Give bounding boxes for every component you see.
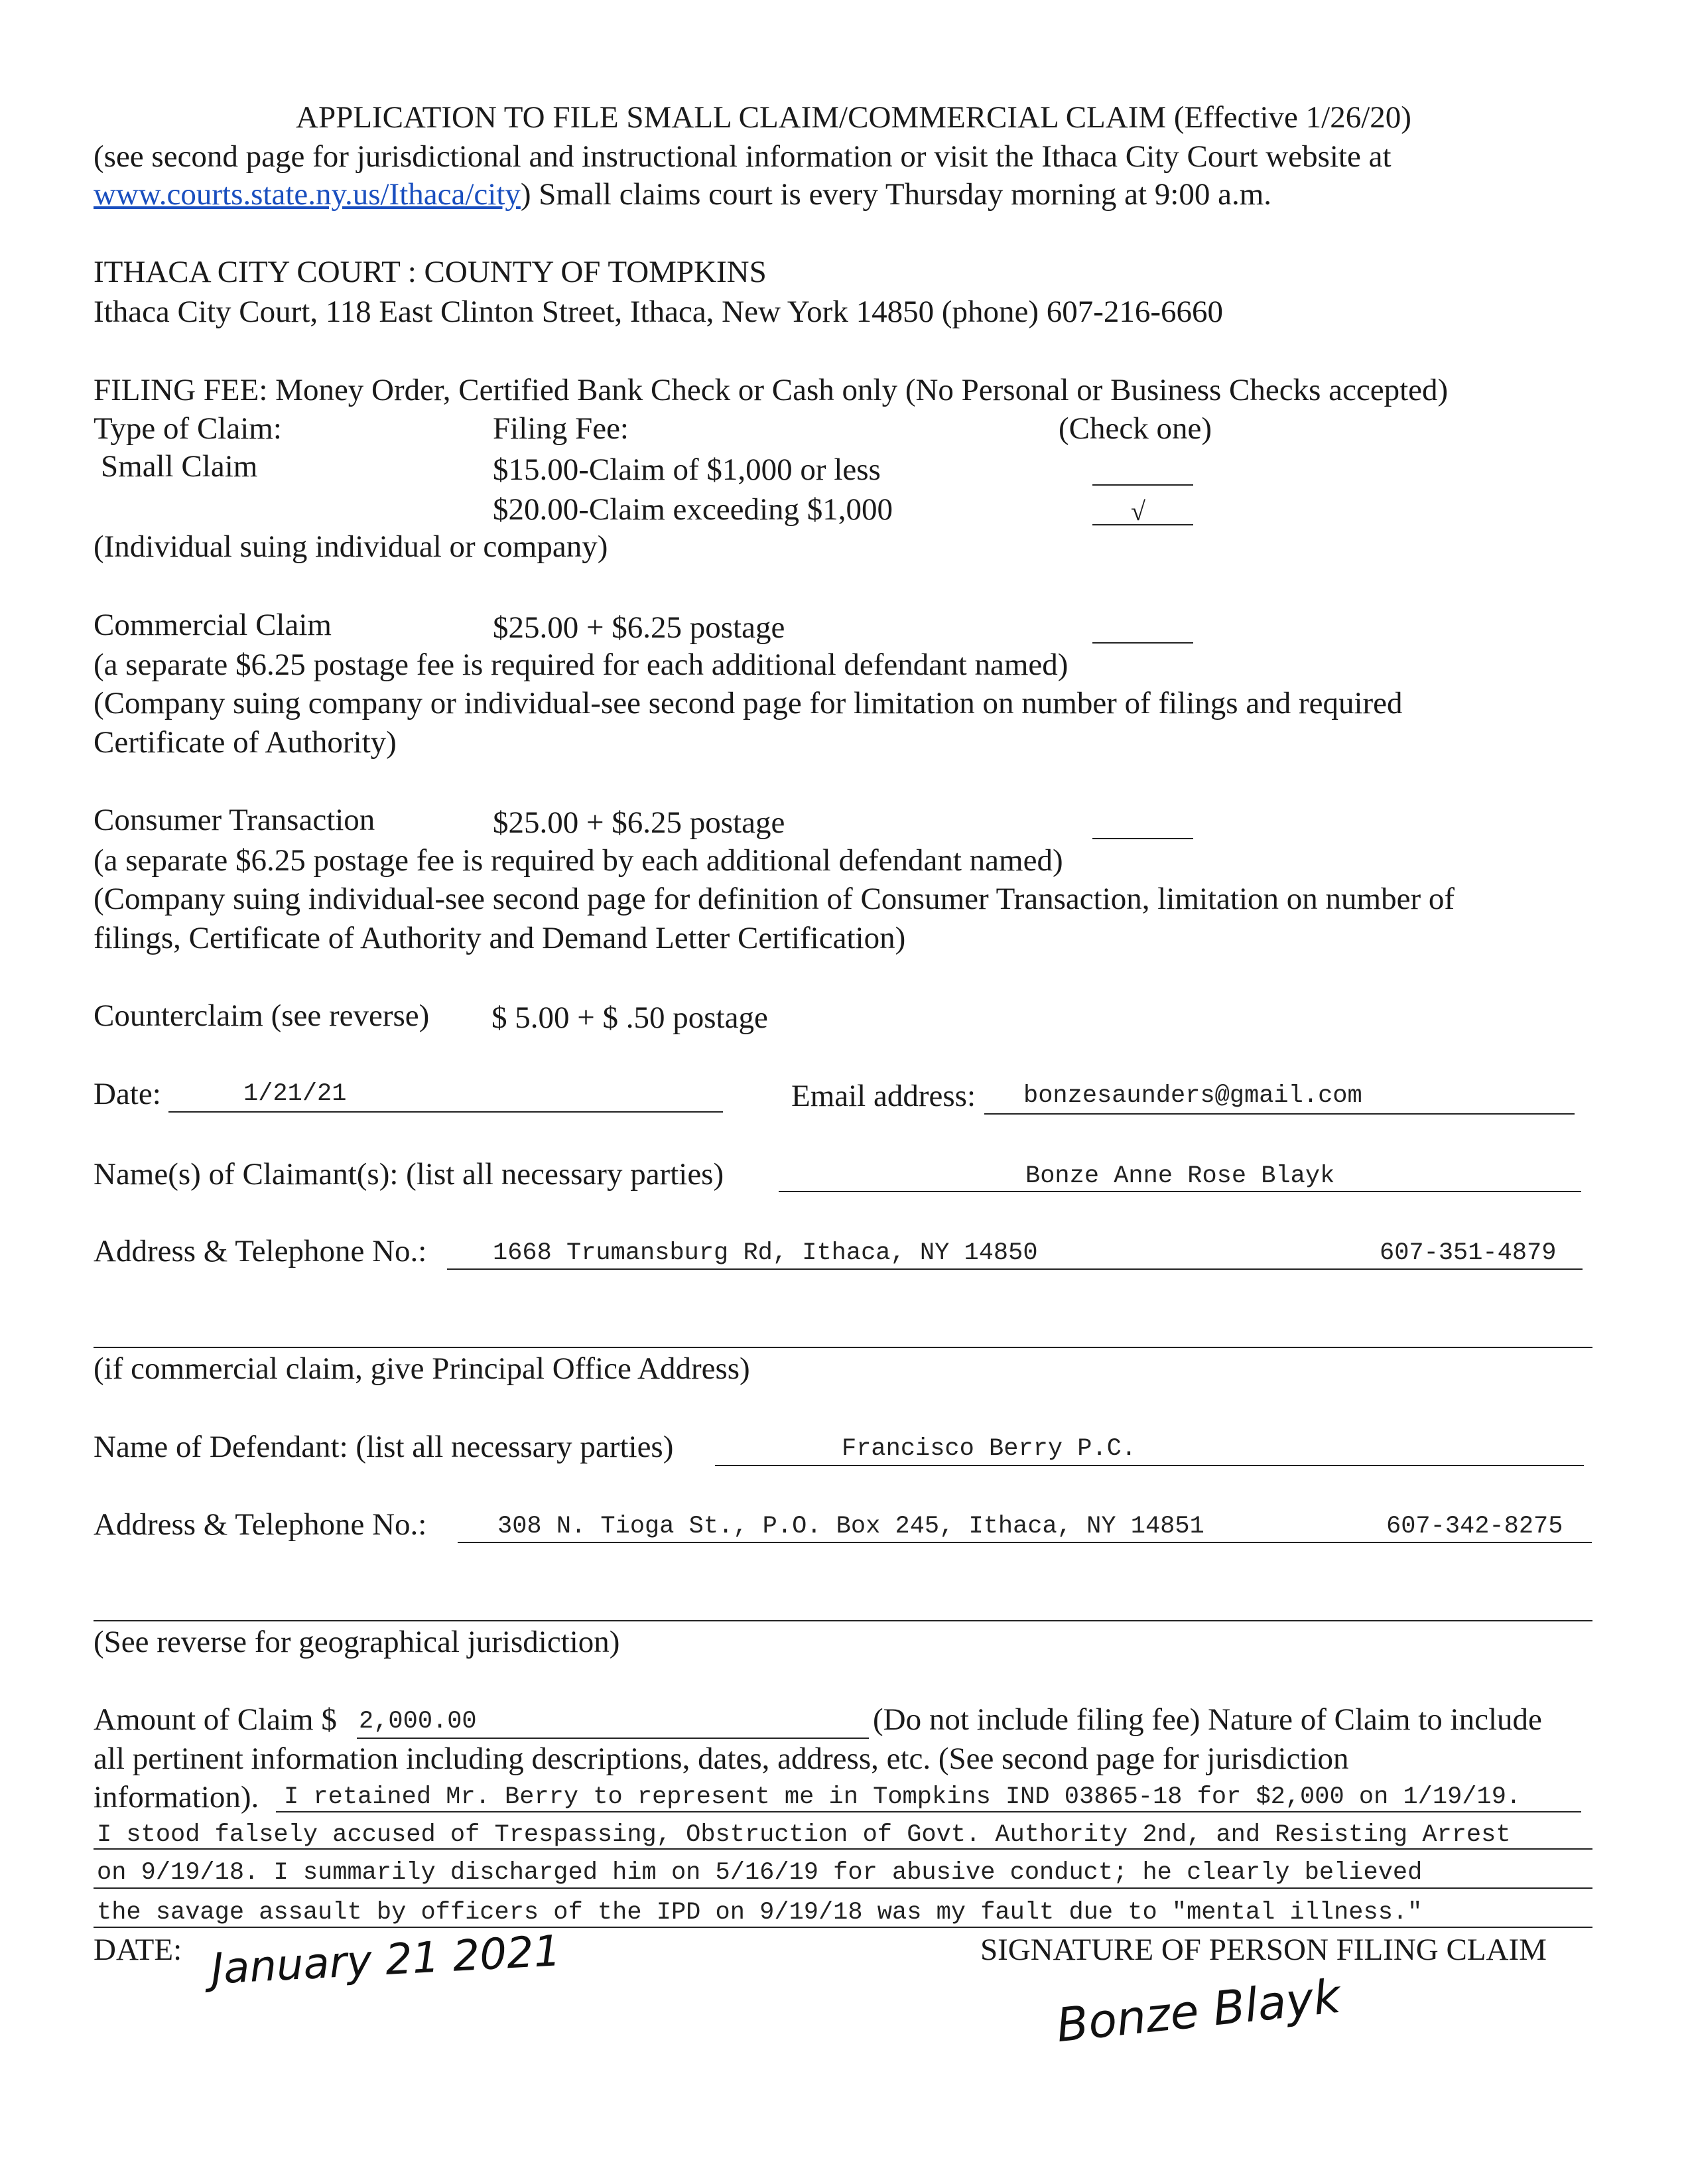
claimant-label: Name(s) of Claimant(s): (list all necessary parties) — [94, 1157, 724, 1192]
defendant-label: Name of Defendant: (list all necessary parties) — [94, 1430, 674, 1464]
counterclaim-label: Counterclaim (see reverse) — [94, 998, 430, 1033]
form-title: APPLICATION TO FILE SMALL CLAIM/COMMERCIAL CLAIM (Effective 1/26/20) — [296, 100, 1411, 135]
small-fee-1-checkbox[interactable] — [1092, 484, 1193, 486]
defendant-field[interactable]: Francisco Berry P.C. — [842, 1435, 1137, 1463]
nature-label: information). — [94, 1780, 259, 1814]
instructions-line: (see second page for jurisdictional and instructional information or visit the Ithaca City Court website at — [94, 139, 1392, 174]
consumer-checkbox[interactable] — [1092, 838, 1193, 839]
signature-label: SIGNATURE OF PERSON FILING CLAIM — [980, 1933, 1547, 1967]
amount-field-line — [357, 1738, 869, 1739]
defendant-field-line — [715, 1465, 1584, 1466]
nature-line-3 — [94, 1887, 1592, 1889]
counterclaim-fee: $ 5.00 + $ .50 postage — [491, 1000, 768, 1035]
consumer-note-1: (a separate $6.25 postage fee is required by each additional defendant named) — [94, 843, 1063, 878]
claimant-address-field[interactable]: 1668 Trumansburg Rd, Ithaca, NY 14850 — [493, 1239, 1038, 1267]
defendant-phone-field[interactable]: 607-342-8275 — [1386, 1513, 1563, 1540]
small-fee-2: $20.00-Claim exceeding $1,000 — [493, 492, 893, 527]
defendant-address-line-2[interactable] — [94, 1620, 1592, 1621]
commercial-claim-label: Commercial Claim — [94, 608, 332, 642]
consumer-fee: $25.00 + $6.25 postage — [493, 805, 785, 840]
small-claim-note: (Individual suing individual or company) — [94, 529, 608, 564]
commercial-address-hint: (if commercial claim, give Principal Office Address) — [94, 1351, 750, 1386]
date-label: Date: — [94, 1077, 161, 1111]
consumer-transaction-label: Consumer Transaction — [94, 803, 375, 837]
commercial-note-1: (a separate $6.25 postage fee is required for each additional defendant named) — [94, 648, 1069, 682]
nature-instructions: all pertinent information including descriptions, dates, address, etc. (See second page for jurisdiction — [94, 1741, 1349, 1776]
nature-line-4 — [94, 1927, 1592, 1928]
date-field[interactable]: 1/21/21 — [243, 1080, 347, 1108]
claimant-field[interactable]: Bonze Anne Rose Blayk — [1025, 1162, 1335, 1190]
court-address: Ithaca City Court, 118 East Clinton Street, Ithaca, New York 14850 (phone) 607-216-6660 — [94, 295, 1224, 329]
small-fee-2-checkbox[interactable] — [1092, 524, 1193, 525]
nature-text-3[interactable]: on 9/19/18. I summarily discharged him on 5/16/19 for abusive conduct; he clearly believed — [97, 1859, 1423, 1887]
small-claim-label: Small Claim — [101, 449, 258, 484]
footer-date-label: DATE: — [94, 1933, 182, 1967]
nature-text-2[interactable]: I stood falsely accused of Trespassing, Obstruction of Govt. Authority 2nd, and Resisting Arrest — [97, 1821, 1511, 1849]
consumer-note-3: filings, Certificate of Authority and Demand Letter Certification) — [94, 921, 906, 955]
claimant-address-label: Address & Telephone No.: — [94, 1234, 427, 1268]
type-of-claim-header: Type of Claim: — [94, 411, 282, 446]
geographical-hint: (See reverse for geographical jurisdiction) — [94, 1625, 620, 1659]
handwritten-date: January 21 2021 — [210, 1927, 562, 1994]
check-mark-icon: √ — [1131, 496, 1145, 526]
nature-text-4[interactable]: the savage assault by officers of the IPD on 9/19/18 was my fault due to "mental illness." — [97, 1899, 1423, 1927]
small-fee-1: $15.00-Claim of $1,000 or less — [493, 452, 881, 487]
amount-note: (Do not include filing fee) Nature of Claim to include — [873, 1702, 1542, 1737]
filing-fee-header: Filing Fee: — [493, 411, 629, 446]
email-field-line — [984, 1113, 1575, 1115]
date-field-line — [168, 1111, 723, 1113]
consumer-note-2: (Company suing individual-see second page for definition of Consumer Transaction, limitation on number of — [94, 882, 1455, 916]
nature-text-1[interactable]: I retained Mr. Berry to represent me in Tompkins IND 03865-18 for $2,000 on 1/19/19. — [284, 1783, 1522, 1811]
commercial-checkbox[interactable] — [1092, 642, 1193, 644]
court-name: ITHACA CITY COURT : COUNTY OF TOMPKINS — [94, 255, 767, 289]
amount-label: Amount of Claim $ — [94, 1702, 337, 1737]
commercial-fee: $25.00 + $6.25 postage — [493, 610, 785, 645]
email-field[interactable]: bonzesaunders@gmail.com — [1023, 1082, 1362, 1110]
filing-fee-text: FILING FEE: Money Order, Certified Bank Check or Cash only (No Personal or Business Checks accepted) — [94, 373, 1449, 407]
instructions-line-2: www.courts.state.ny.us/Ithaca/city) Small claims court is every Thursday morning at 9:00 a.m. — [94, 177, 1272, 212]
claimant-address-line-2[interactable] — [94, 1347, 1592, 1348]
defendant-address-label: Address & Telephone No.: — [94, 1507, 427, 1542]
claimant-field-line — [779, 1191, 1581, 1192]
check-one-header: (Check one) — [1059, 411, 1212, 446]
claimant-phone-field[interactable]: 607-351-4879 — [1380, 1239, 1557, 1267]
defendant-address-field[interactable]: 308 N. Tioga St., P.O. Box 245, Ithaca, NY 14851 — [497, 1513, 1204, 1540]
nature-line-1 — [276, 1811, 1581, 1812]
commercial-note-2: (Company suing company or individual-see second page for limitation on number of filings and required — [94, 686, 1403, 720]
email-label: Email address: — [791, 1079, 976, 1113]
court-website-link[interactable]: www.courts.state.ny.us/Ithaca/city — [94, 177, 521, 212]
commercial-note-3: Certificate of Authority) — [94, 725, 397, 760]
defendant-address-line — [458, 1542, 1592, 1543]
amount-field[interactable]: 2,000.00 — [359, 1708, 477, 1736]
claimant-address-line — [447, 1268, 1583, 1270]
signature: Bonze Blayk — [1053, 1968, 1343, 2053]
